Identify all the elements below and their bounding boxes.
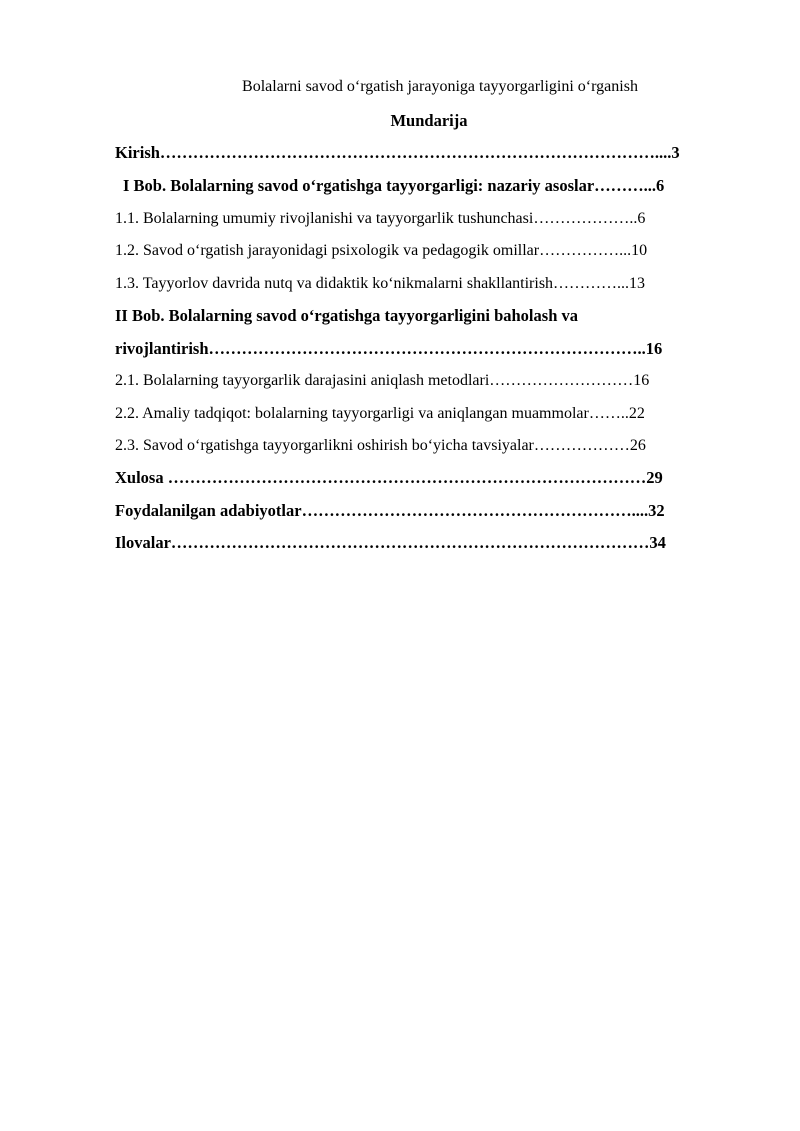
toc-entry-section-2-3: 2.3. Savod o‘rgatishga tayyorgarlikni oshirish bo‘yicha tavsiyalar………………26 xyxy=(115,437,646,454)
toc-entry-section-1-2: 1.2. Savod o‘rgatish jarayonidagi psixologik va pedagogik omillar……………...10 xyxy=(115,242,648,259)
toc-entry-ilovalar: Ilovalar……………………………………………………………………………34 xyxy=(115,533,666,552)
toc-entry-chapter-2-cont: rivojlantirish……………………………………………………………………..16 xyxy=(115,339,663,358)
toc-entry-adabiyotlar: Foydalanilgan adabiyotlar……………………………………………………....32 xyxy=(115,501,665,520)
toc-entry-section-2-1: 2.1. Bolalarning tayyorgarlik darajasini aniqlash metodlari………………………16 xyxy=(115,372,650,389)
toc-entry-chapter-1: I Bob. Bolalarning savod o‘rgatishga tayyorgarligi: nazariy asoslar………...6 xyxy=(123,176,665,195)
document-title: Bolalarni savod o‘rgatish jarayoniga tayyorgarligini o‘rganish xyxy=(242,78,638,95)
toc-entry-section-1-1: 1.1. Bolalarning umumiy rivojlanishi va tayyorgarlik tushunchasi………………..6 xyxy=(115,210,646,227)
toc-entry-chapter-2: II Bob. Bolalarning savod o‘rgatishga tayyorgarligini baholash va xyxy=(115,306,578,325)
toc-entry-section-2-2: 2.2. Amaliy tadqiqot: bolalarning tayyorgarligi va aniqlangan muammolar……..22 xyxy=(115,405,645,422)
toc-entry-xulosa: Xulosa ……………………………………………………………………………29 xyxy=(115,468,663,487)
toc-entry-section-1-3: 1.3. Tayyorlov davrida nutq va didaktik ko‘nikmalarni shakllantirish…………...13 xyxy=(115,275,646,292)
toc-heading: Mundarija xyxy=(390,111,468,130)
toc-entry-kirish: Kirish………………………………………………………………………………....3 xyxy=(115,143,680,162)
